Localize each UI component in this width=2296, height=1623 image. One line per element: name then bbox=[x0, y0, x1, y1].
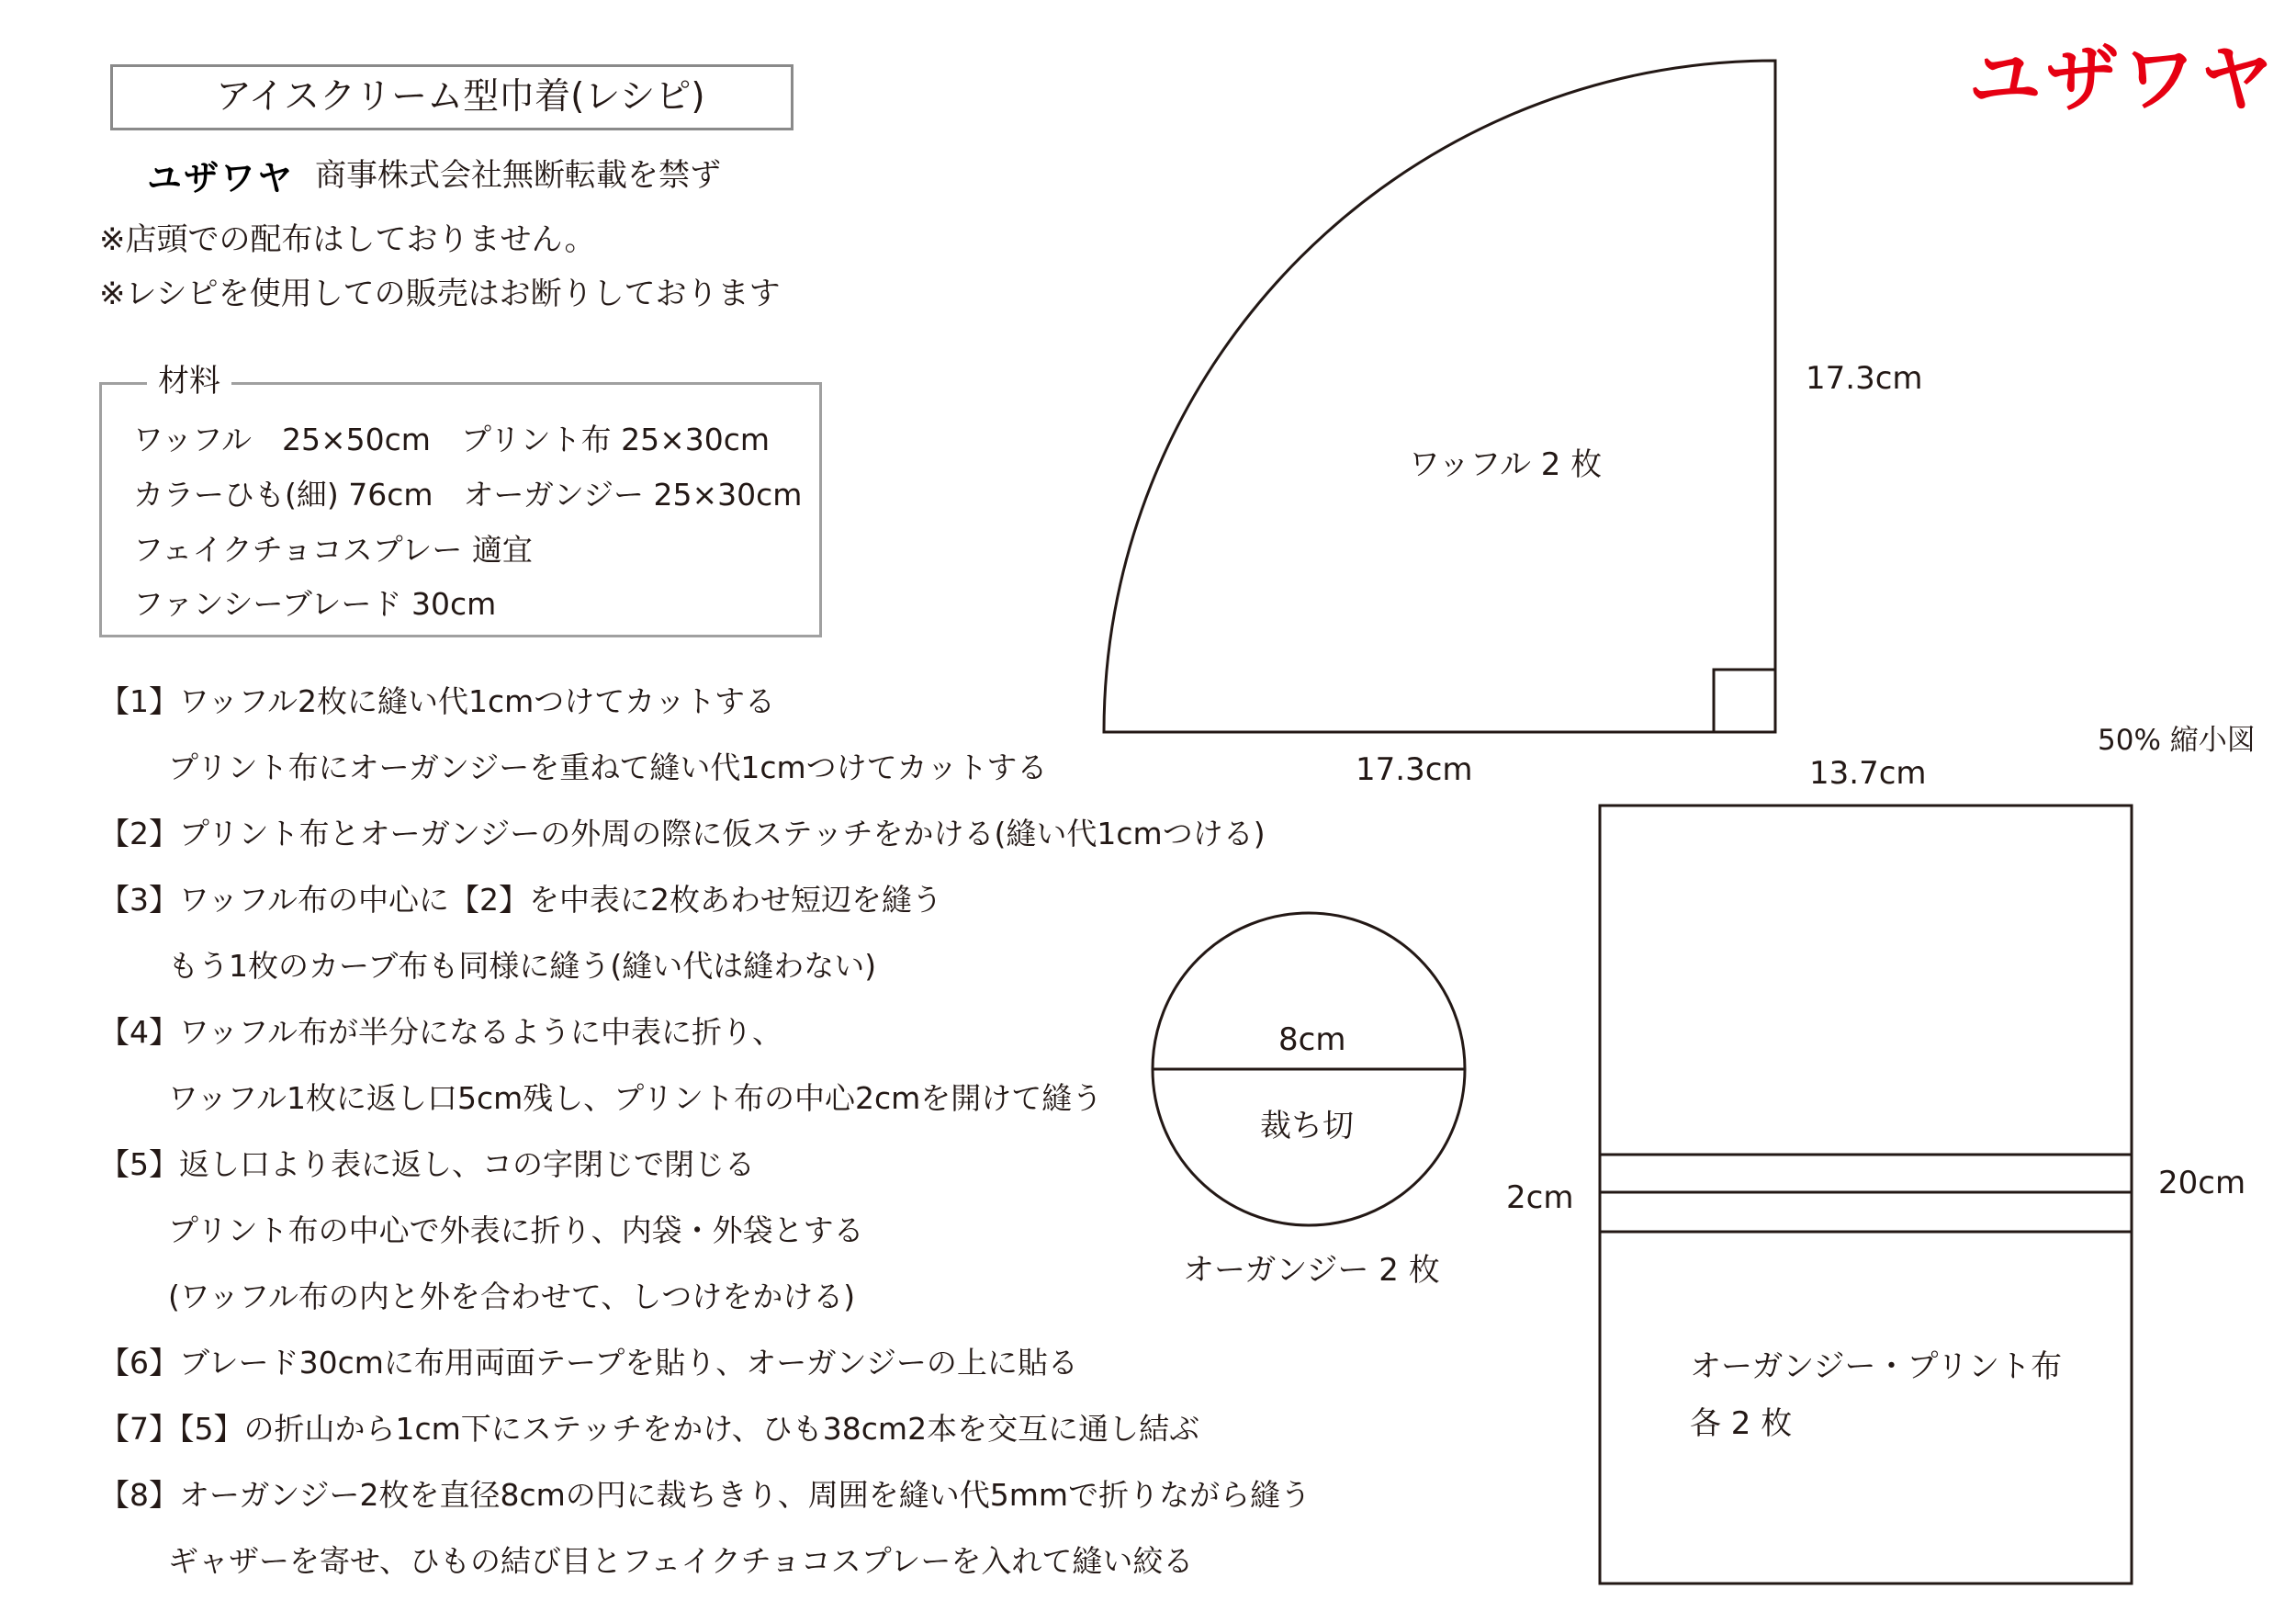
brand-logo: ユザワヤ bbox=[1968, 37, 2277, 122]
circle-cut-label: 裁ち切 bbox=[1260, 1108, 1354, 1144]
materials-legend: 材料 bbox=[147, 361, 231, 401]
circle-diameter-label: 8cm bbox=[1278, 1021, 1346, 1058]
page-title: アイスクリーム型巾着(レシピ) bbox=[110, 64, 793, 130]
right-angle-mark bbox=[1714, 670, 1775, 732]
rect-pattern bbox=[1600, 806, 2132, 1584]
rect-caption-line2: 各 2 枚 bbox=[1690, 1405, 1793, 1442]
copyright-notice: 商事株式会社無断転載を禁ず bbox=[315, 157, 721, 194]
step-line: 【8】オーガンジー2枚を直径8cmの円に裁ちきり、周囲を縫い代5mmで折りながら縫う bbox=[99, 1477, 1311, 1513]
quarter-piece-label: ワッフル 2 枚 bbox=[1409, 446, 1603, 483]
rect-caption-line1: オーガンジー・プリント布 bbox=[1690, 1348, 2063, 1385]
step-line: 【2】プリント布とオーガンジーの外周の際に仮ステッチをかける(縫い代1cmつける) bbox=[99, 816, 1266, 851]
materials-line: カラーひも(細) 76cm オーガンジー 25×30cm bbox=[133, 477, 803, 513]
materials-line: ワッフル 25×50cm プリント布 25×30cm bbox=[133, 422, 771, 457]
brand-wordmark-small: ユザワヤ bbox=[147, 158, 295, 198]
step-line: (ワッフル布の内と外を合わせて、しつけをかける) bbox=[168, 1279, 856, 1314]
quarter-bottom-dimension: 17.3cm bbox=[1356, 751, 1473, 788]
step-line: 【5】返し口より表に返し、コの字閉じで閉じる bbox=[99, 1146, 755, 1182]
rect-band-dimension: 2cm bbox=[1506, 1179, 1574, 1216]
step-line: 【6】ブレード30cmに布用両面テープを貼り、オーガンジーの上に貼る bbox=[99, 1345, 1078, 1381]
note-distribution: ※店頭での配布はしておりません。 bbox=[99, 221, 596, 258]
step-line: 【4】ワッフル布が半分になるように中表に折り、 bbox=[99, 1014, 783, 1050]
step-line: 【3】ワッフル布の中心に【2】を中表に2枚あわせ短辺を縫う bbox=[99, 882, 943, 918]
rect-height-dimension: 20cm bbox=[2158, 1165, 2246, 1201]
quarter-side-dimension: 17.3cm bbox=[1806, 360, 1923, 397]
note-sales: ※レシピを使用しての販売はお断りしております bbox=[99, 276, 781, 312]
step-line: プリント布の中心で外表に折り、内袋・外袋とする bbox=[168, 1212, 864, 1248]
step-line: 【1】ワッフル2枚に縫い代1cmつけてカットする bbox=[99, 683, 775, 719]
rect-width-dimension: 13.7cm bbox=[1809, 755, 1927, 792]
circle-caption: オーガンジー 2 枚 bbox=[1183, 1252, 1440, 1289]
quarter-circle-pattern bbox=[1104, 61, 1775, 732]
step-line: 【7】【5】の折山から1cm下にステッチをかけ、ひも38cm2本を交互に通し結ぶ bbox=[99, 1411, 1200, 1447]
materials-line: フェイクチョコスプレー 適宜 bbox=[133, 532, 533, 568]
step-line: もう1枚のカーブ布も同様に縫う(縫い代は縫わない) bbox=[168, 948, 877, 984]
materials-line: ファンシーブレード 30cm bbox=[133, 586, 497, 622]
step-line: ワッフル1枚に返し口5cm残し、プリント布の中心2cmを開けて縫う bbox=[168, 1080, 1103, 1116]
step-line: ギャザーを寄せ、ひもの結び目とフェイクチョコスプレーを入れて縫い絞る bbox=[168, 1543, 1194, 1579]
scale-note: 50% 縮小図 bbox=[2098, 724, 2256, 757]
step-line: プリント布にオーガンジーを重ねて縫い代1cmつけてカットする bbox=[168, 750, 1048, 785]
